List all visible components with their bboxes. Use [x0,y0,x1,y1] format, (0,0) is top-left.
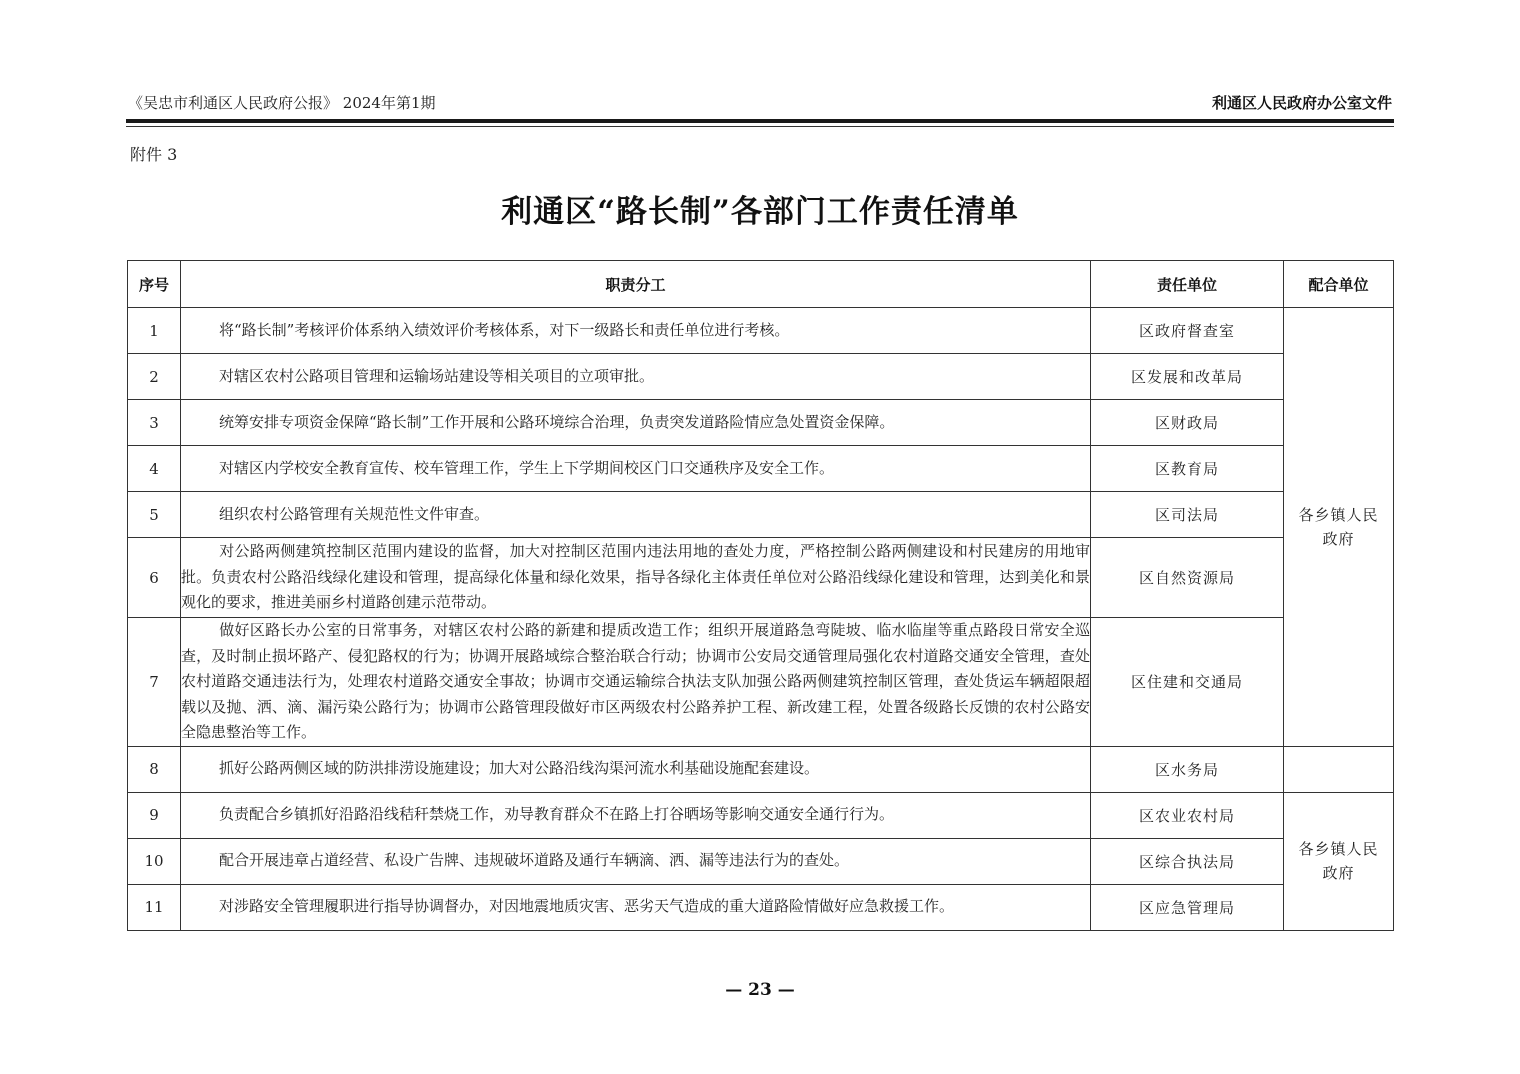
table-row [128,884,1394,930]
cooperating-unit [1284,746,1394,792]
duty-text: 将“路长制”考核评价体系纳入绩效评价考核体系，对下一级路长和责任单位进行考核。 [219,320,790,339]
duty-cell [181,446,1091,492]
cooperating-unit-text: 各乡镇人民政府 [1298,840,1379,882]
responsible-unit: 区农业农村局 [1091,792,1284,838]
column-header-cooperating-unit: 配合单位 [1284,261,1394,308]
duty-text: 对涉路安全管理履职进行指导协调督办，对因地震地质灾害、恶劣天气造成的重大道路险情做好应急救援工作。 [219,897,955,916]
table-row [128,618,1394,747]
row-number: 7 [128,618,181,747]
duty-cell [181,792,1091,838]
responsible-unit: 区财政局 [1091,400,1284,446]
responsible-unit: 区水务局 [1091,746,1284,792]
column-header-responsible-unit: 责任单位 [1091,261,1284,308]
responsible-unit: 区政府督查室 [1091,308,1284,354]
responsible-unit: 区住建和交通局 [1091,618,1284,747]
table-row [128,538,1394,618]
cooperating-unit-text: 各乡镇人民政府 [1298,505,1379,548]
duty-text: 组织农村公路管理有关规范性文件审查。 [219,504,490,523]
table-row [128,400,1394,446]
header-rule-thin [126,126,1394,127]
responsible-unit: 区司法局 [1091,492,1284,538]
cooperating-unit [1284,792,1394,930]
table-row [128,792,1394,838]
table-row [128,746,1394,792]
duty-text: 对辖区农村公路项目管理和运输场站建设等相关项目的立项审批。 [219,366,655,385]
row-number: 2 [128,354,181,400]
attachment-label: 附件 3 [130,145,178,164]
duty-cell [181,492,1091,538]
duty-text: 负责配合乡镇抓好沿路沿线秸秆禁烧工作，劝导教育群众不在路上打谷晒场等影响交通安全通行行为。 [219,805,895,824]
responsibility-table [127,260,1394,931]
table-header-row [128,261,1394,308]
header-rule-thick [126,119,1394,123]
duty-text: 抓好公路两侧区域的防洪排涝设施建设；加大对公路沿线沟渠河流水利基础设施配套建设。 [219,759,820,778]
page-title: 利通区“路长制”各部门工作责任清单 [501,194,1019,230]
cooperating-unit [1284,308,1394,747]
row-number: 3 [128,400,181,446]
row-number: 10 [128,838,181,884]
document-type-header: 利通区人民政府办公室文件 [1211,94,1392,112]
responsible-unit: 区应急管理局 [1091,884,1284,930]
responsible-unit: 区综合执法局 [1091,838,1284,884]
duty-text: 做好区路长办公室的日常事务，对辖区农村公路的新建和提质改造工作；组织开展道路急弯陡坡、临水临崖等重点路段日常安全巡查，及时制止损坏路产、侵犯路权的行为；协调开展路域综合整治联合行动；协调市公安局交通管理局强化农村道路交通安全管理，查处农村道路交通违法行为，处理农村道路交通安全事故；协调市交通运输综合执法支队加强公路两侧建筑控制区管理，查处货运车辆超限超载以及抛、洒、滴、漏污染公路行为；协调市公路管理段做好市区两级农村公路养护工程、新改建工程，处置各级路长反馈的农村公路安全隐患整治等工作。 [181,621,1090,741]
table-row [128,492,1394,538]
table-row [128,354,1394,400]
row-number: 8 [128,746,181,792]
row-number: 4 [128,446,181,492]
column-header-number: 序号 [128,261,181,308]
duty-cell [181,400,1091,446]
page-number: — 23 — [725,980,795,1000]
row-number: 5 [128,492,181,538]
duty-cell [181,838,1091,884]
column-header-duty: 职责分工 [181,261,1091,308]
duty-cell [181,354,1091,400]
responsible-unit: 区自然资源局 [1091,538,1284,618]
duty-cell [181,746,1091,792]
duty-text: 对公路两侧建筑控制区范围内建设的监督，加大对控制区范围内违法用地的查处力度，严格控制公路两侧建设和村民建房的用地审批。负责农村公路沿线绿化建设和管理，提高绿化体量和绿化效果，指导各绿化主体责任单位对公路沿线绿化建设和管理，达到美化和景观化的要求，推进美丽乡村道路创建示范带动。 [181,542,1090,612]
table-row [128,838,1394,884]
row-number: 11 [128,884,181,930]
duty-cell [181,884,1091,930]
responsible-unit: 区教育局 [1091,446,1284,492]
duty-cell [181,538,1091,618]
publication-header: 《吴忠市利通区人民政府公报》 2024年第1期 [128,94,436,112]
duty-text: 配合开展违章占道经营、私设广告牌、违规破坏道路及通行车辆滴、洒、漏等违法行为的查处。 [219,851,850,870]
duty-cell [181,618,1091,747]
duty-text: 对辖区内学校安全教育宣传、校车管理工作，学生上下学期间校区门口交通秩序及安全工作。 [219,458,835,477]
table-row [128,308,1394,354]
duty-cell [181,308,1091,354]
responsible-unit: 区发展和改革局 [1091,354,1284,400]
row-number: 1 [128,308,181,354]
row-number: 9 [128,792,181,838]
table-row [128,446,1394,492]
row-number: 6 [128,538,181,618]
duty-text: 统筹安排专项资金保障“路长制”工作开展和公路环境综合治理，负责突发道路险情应急处置资金保障。 [219,412,895,431]
